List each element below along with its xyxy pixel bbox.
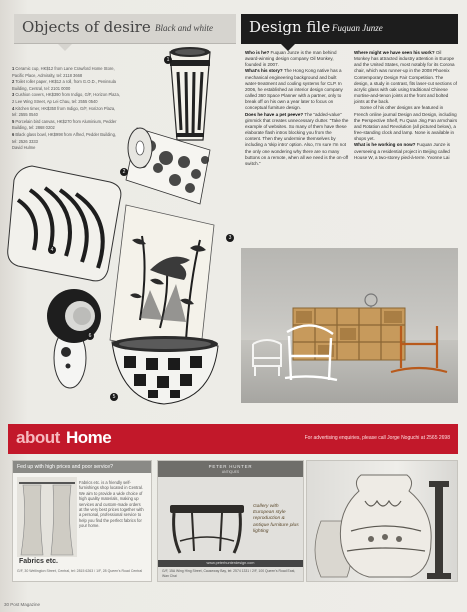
badge-1: 1 xyxy=(164,56,172,64)
ad-headline: Fed up with high prices and poor service? xyxy=(13,461,151,473)
section-title: Objects of desire xyxy=(22,18,151,36)
about-home-logo-part1: about xyxy=(16,428,60,447)
design-file-column-1 xyxy=(245,50,349,167)
vases-image xyxy=(307,461,458,582)
peter-hunter-logo: PETER HUNTER xyxy=(158,461,303,477)
credit-item: 5 Porcelain bird canvas, HK$270 from Aluminium, Pedder Building, tel: 2868 0202 xyxy=(12,118,117,131)
lamp-image xyxy=(365,294,377,308)
qa-paragraph: What's his story? The Hong Kong native has a mechanical engineering background and built water-treatment and cooling systems for CLP. In 2006, he established an interior design company called 360 Space Planner with a partner, only to break off on his own a year later to focus on conceptual furniture design. xyxy=(245,68,343,111)
ad-body: Fabrics etc. is a friendly self-furnishings shop located in Central. We aim to provide a wide choice of high quality materials, making up services and custom-made orders at the very best prices together with a personal, professional service to help you find the perfect fabrics for your home. xyxy=(79,480,144,529)
credit-number: 1 xyxy=(12,66,15,71)
credit-number: 3 xyxy=(12,92,15,98)
credit-number: 6 xyxy=(12,131,15,137)
about-home-header xyxy=(8,424,458,454)
credit-number: 2 xyxy=(12,79,15,85)
qa-paragraph: What is he working on now? Fuquan Junze is overseeing a residential project in Beijing called House W, a two-storey pied-à-terre. Yvonne Lai xyxy=(354,142,451,160)
peter-hunter-website: www.peterhunterdesign.com xyxy=(158,560,303,567)
about-home-logo-part2: Home xyxy=(66,428,112,447)
peter-hunter-tagline: Gallery with European style reproduction & antique furniture plus lighting xyxy=(253,504,299,534)
credit-item: 6 Black glass bowl, HK$998 from Alfred, Pedder Building, tel: 2526 3333 xyxy=(12,131,116,144)
vases-ad-photo xyxy=(306,460,458,582)
qa-paragraph: Some of his other designs are featured in French online journal Design and Design, including the Perspective Shelf, Fu Quan Jing Fan armchairs and Rotation and Revolution (all pictured below), a free-standing clock and lamp. None is available in shops yet. xyxy=(354,105,458,142)
geometric-bowl-image xyxy=(112,336,218,404)
furniture-illustration xyxy=(241,248,458,403)
peter-hunter-subtitle: ANTIQUES xyxy=(221,470,240,474)
ceramic-cup-image xyxy=(170,47,210,140)
designer-name: Fuquan Junze xyxy=(332,23,383,33)
fabrics-etc-ad xyxy=(12,460,152,582)
section-subtitle: Black and white xyxy=(155,23,213,33)
armchair-image xyxy=(253,340,281,376)
credit-item: 1 Ceramic cup, HK$12 from Lane Crawford Home Store, Pacific Place, Admiralty, tel: 2118 3668 xyxy=(12,66,115,78)
perspective-shelf-image xyxy=(293,308,405,360)
badge-3: 3 xyxy=(226,234,234,242)
ad-address: G/F, 15A Wing Hing Street, Causeway Bay, tel: 2574 1331 / 2/F, 100 Queen's Road East, Wan Chai xyxy=(162,569,296,578)
page-folio: 30 Post Magazine xyxy=(4,602,41,607)
qa-paragraph: Who is he? Fuquan Junze is the man behind award-winning design company Oil Monkey, founded in 2007. xyxy=(245,50,337,68)
bird-canvas-image xyxy=(110,205,214,358)
product-illustrations xyxy=(0,40,240,410)
advertising-enquiry: For advertising enquiries, please call Jorge Noguchi at 2565 2698 xyxy=(304,435,450,441)
credit-item: 4 Kitchen timer, HK$350 from Indigo, G/F, Horizon Plaza, tel: 2555 0540 xyxy=(12,105,116,118)
credit-number: 5 xyxy=(12,118,15,124)
antique-table-image xyxy=(162,481,252,559)
badge-6: 6 xyxy=(86,332,94,340)
qa-paragraph: Where might we have seen his work? Oil Monkey has attracted industry attention in Europe and the United States, most notably for its Corona chair, which was runner-up in the 2008 Phoenix Contemporary Design Fair Competition. The design, a study in contrast, fits laser-cut sections of acrylic glass with oak using traditional Chinese mortise-and-tenon joints at the front and bolted joints at the back. xyxy=(354,50,457,105)
badge-2: 2 xyxy=(120,168,128,176)
design-file-column-2 xyxy=(354,50,458,161)
furniture-photo xyxy=(241,248,458,403)
credit-item: 2 Toilet roller paper, HK$12 a roll, from G.O.D., Peninsula Building, Central, tel: 2101 0000 xyxy=(12,79,116,91)
credit-item: 3 Cushion covers, HK$390 from Indigo, G/F, Horizon Plaza, 2 Lee Wing Street, Ap Lei Chau, tel: 2555 0540 xyxy=(12,92,120,104)
design-file-title: Design file xyxy=(249,18,331,36)
peter-hunter-ad xyxy=(157,460,304,582)
curtain-image xyxy=(17,477,77,557)
qa-paragraph: Does he have a pet peeve? The "added-value" gimmick that creates unnecessary clutter. "Take the example of websites. So many of them have these elaborate flash intros blocking you from the content. Then they undermine themselves by including a 'skip intro' option. Also, I'm sure I'm not the only one wondering why there are so many buttons on a remote, when all we need is the on-off switch." xyxy=(245,111,349,166)
credit-number: 4 xyxy=(12,105,15,111)
striped-cushion-image xyxy=(8,166,121,281)
design-file-banner xyxy=(241,14,458,44)
fabrics-etc-logo: Fabrics etc. xyxy=(19,558,58,565)
badge-4: 4 xyxy=(48,246,56,254)
badge-5: 5 xyxy=(110,393,118,401)
credit-photographer: David Hulme xyxy=(12,145,36,151)
ad-address: G/F, 30 Wellington Street, Central, tel: 2815 6263 / 1/F, 28 Queen's Road Central xyxy=(17,569,143,573)
